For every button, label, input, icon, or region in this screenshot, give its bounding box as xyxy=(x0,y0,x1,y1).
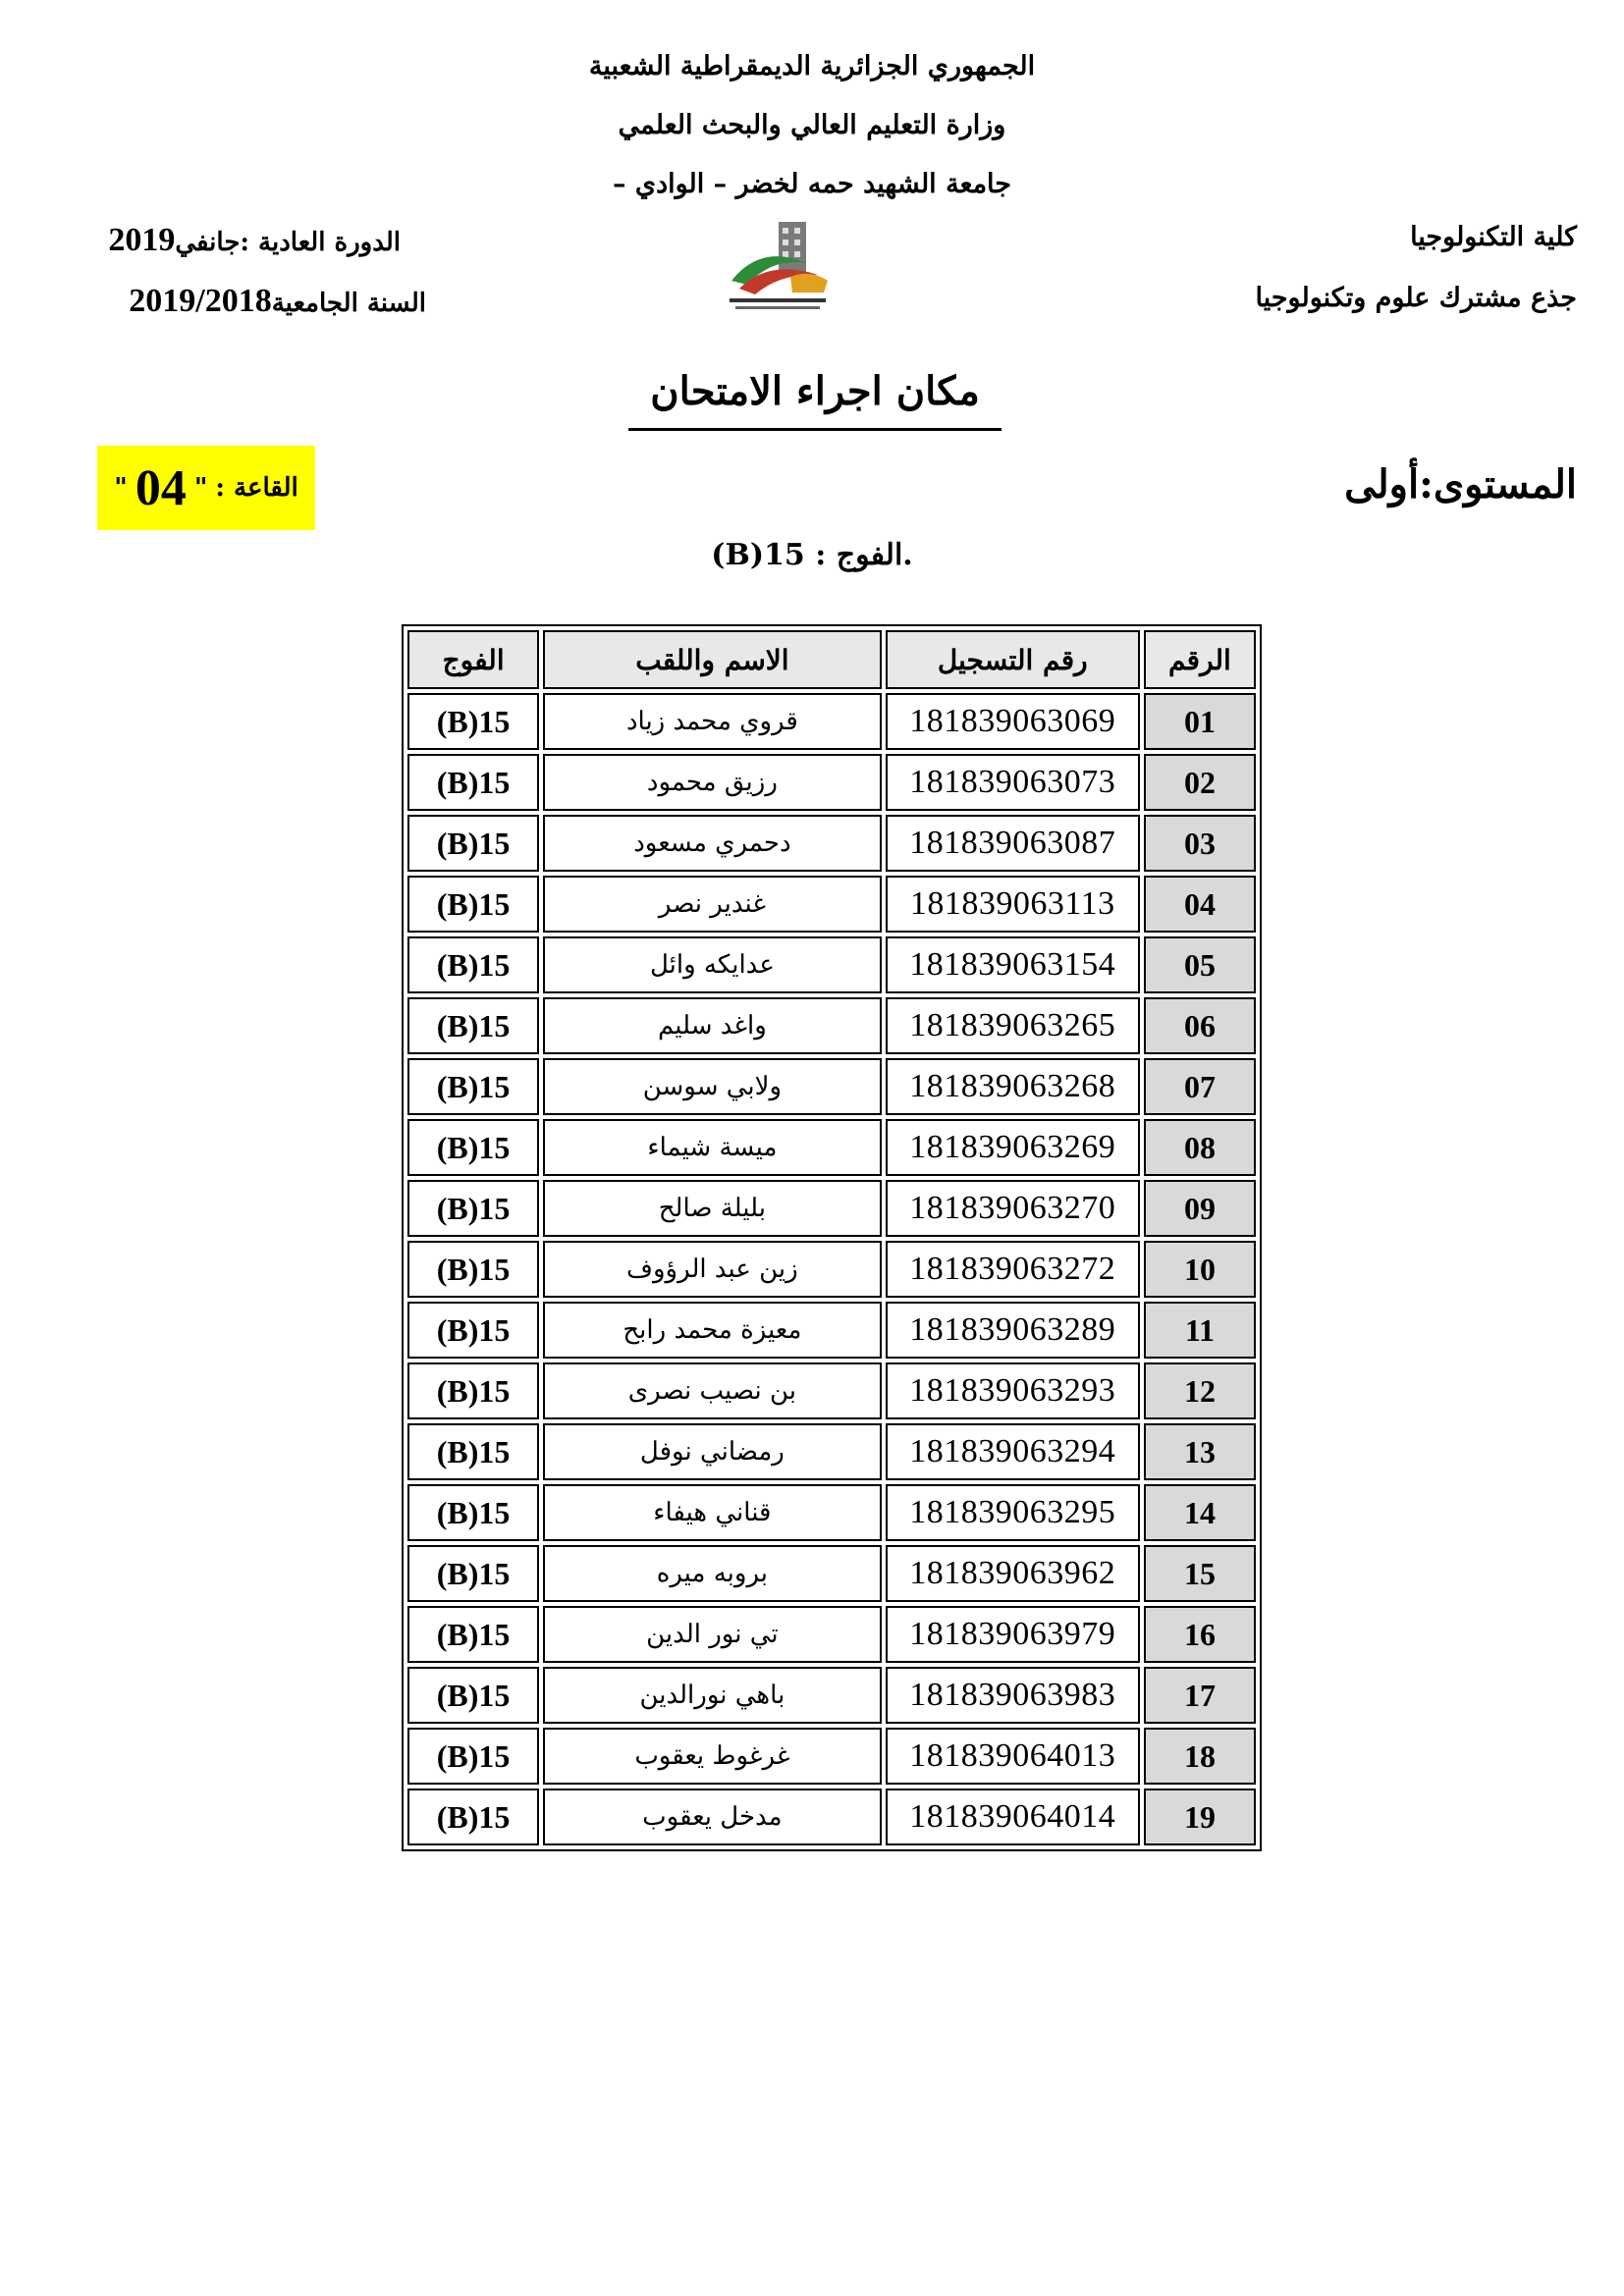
table-row xyxy=(407,1789,1256,1845)
col-header-group: الفوج xyxy=(407,630,539,689)
row-group: 15(B) xyxy=(407,693,539,750)
row-num: 05 xyxy=(1144,936,1256,993)
row-num: 14 xyxy=(1144,1484,1256,1541)
row-num: 18 xyxy=(1144,1728,1256,1785)
row-reg: 181839063113 xyxy=(886,876,1140,933)
table-row xyxy=(407,754,1256,811)
hall-close-quote: " xyxy=(114,473,128,503)
academic-year-value: 2019/2018 xyxy=(129,283,272,319)
row-reg: 181839063073 xyxy=(886,754,1140,811)
row-group: 15(B) xyxy=(407,936,539,993)
table-row xyxy=(407,936,1256,993)
row-group: 15(B) xyxy=(407,1545,539,1602)
academic-year-label: السنة الجامعية xyxy=(271,289,426,318)
header-ministry: وزارة التعليم العالي والبحث العلمي xyxy=(618,110,1006,140)
row-reg: 181839064013 xyxy=(886,1728,1140,1785)
row-num: 13 xyxy=(1144,1423,1256,1480)
table-row xyxy=(407,1667,1256,1724)
row-num: 11 xyxy=(1144,1302,1256,1359)
table-row xyxy=(407,1423,1256,1480)
row-name: باهي نورالدين xyxy=(543,1667,881,1724)
row-reg: 181839063087 xyxy=(886,815,1140,872)
exam-session-label: الدورة العادية :جانفي xyxy=(175,228,401,257)
row-reg: 181839063293 xyxy=(886,1362,1140,1419)
row-group: 15(B) xyxy=(407,997,539,1054)
row-num: 10 xyxy=(1144,1241,1256,1298)
row-name: قناني هيفاء xyxy=(543,1484,881,1541)
table-row xyxy=(407,997,1256,1054)
table-row xyxy=(407,1180,1256,1237)
row-name: ولابي سوسن xyxy=(543,1058,881,1115)
track-name: جذع مشترك علوم وتكنولوجيا xyxy=(1255,283,1577,313)
row-reg: 181839063265 xyxy=(886,997,1140,1054)
row-name: ميسة شيماء xyxy=(543,1119,881,1176)
row-group: 15(B) xyxy=(407,1058,539,1115)
row-group: 15(B) xyxy=(407,1362,539,1419)
row-group: 15(B) xyxy=(407,754,539,811)
row-name: تي نور الدين xyxy=(543,1606,881,1663)
table-row xyxy=(407,1241,1256,1298)
table-row xyxy=(407,1728,1256,1785)
row-reg: 181839063979 xyxy=(886,1606,1140,1663)
row-group: 15(B) xyxy=(407,1728,539,1785)
row-name: بروبه ميره xyxy=(543,1545,881,1602)
row-reg: 181839063289 xyxy=(886,1302,1140,1359)
row-reg: 181839064014 xyxy=(886,1789,1140,1845)
row-name: مدخل يعقوب xyxy=(543,1789,881,1845)
table-row xyxy=(407,1302,1256,1359)
row-reg: 181839063269 xyxy=(886,1119,1140,1176)
table-row xyxy=(407,1545,1256,1602)
col-header-num: الرقم xyxy=(1144,630,1256,689)
table-row xyxy=(407,1119,1256,1176)
row-group: 15(B) xyxy=(407,1667,539,1724)
row-num: 17 xyxy=(1144,1667,1256,1724)
row-reg: 181839063069 xyxy=(886,693,1140,750)
header-university: جامعة الشهيد حمه لخضر – الوادي – xyxy=(613,169,1011,199)
table-row xyxy=(407,1362,1256,1419)
col-header-reg: رقم التسجيل xyxy=(886,630,1140,689)
hall-label: القاعة : xyxy=(215,473,298,503)
table-header-row xyxy=(407,630,1256,689)
row-group: 15(B) xyxy=(407,1606,539,1663)
row-name: غرغوط يعقوب xyxy=(543,1728,881,1785)
row-num: 03 xyxy=(1144,815,1256,872)
row-reg: 181839063268 xyxy=(886,1058,1140,1115)
table-row xyxy=(407,1606,1256,1663)
row-name: قروي محمد زياد xyxy=(543,693,881,750)
row-num: 04 xyxy=(1144,876,1256,933)
faculty-name: كلية التكنولوجيا xyxy=(1410,222,1577,252)
header-republic: الجمهوري الجزائرية الديمقراطية الشعبية xyxy=(588,51,1036,81)
hall-number: 04 xyxy=(135,459,187,516)
row-group: 15(B) xyxy=(407,1119,539,1176)
col-header-name: الاسم واللقب xyxy=(543,630,881,689)
row-group: 15(B) xyxy=(407,1241,539,1298)
row-num: 06 xyxy=(1144,997,1256,1054)
row-num: 19 xyxy=(1144,1789,1256,1845)
row-num: 08 xyxy=(1144,1119,1256,1176)
table-row xyxy=(407,1484,1256,1541)
row-reg: 181839063272 xyxy=(886,1241,1140,1298)
row-num: 15 xyxy=(1144,1545,1256,1602)
table-row xyxy=(407,693,1256,750)
row-name: واغد سليم xyxy=(543,997,881,1054)
row-group: 15(B) xyxy=(407,1484,539,1541)
exam-hall-badge xyxy=(97,446,315,530)
row-name: بن نصيب نصرى xyxy=(543,1362,881,1419)
row-name: عدايكه وائل xyxy=(543,936,881,993)
row-name: بليلة صالح xyxy=(543,1180,881,1237)
row-name: رمضاني نوفل xyxy=(543,1423,881,1480)
table-row xyxy=(407,876,1256,933)
hall-open-quote: " xyxy=(193,473,208,503)
row-num: 02 xyxy=(1144,754,1256,811)
row-group: 15(B) xyxy=(407,876,539,933)
row-reg: 181839063270 xyxy=(886,1180,1140,1237)
row-group: 15(B) xyxy=(407,1302,539,1359)
row-name: رزيق محمود xyxy=(543,754,881,811)
row-group: 15(B) xyxy=(407,1789,539,1845)
row-group: 15(B) xyxy=(407,1180,539,1237)
row-reg: 181839063154 xyxy=(886,936,1140,993)
row-reg: 181839063295 xyxy=(886,1484,1140,1541)
row-name: غندير نصر xyxy=(543,876,881,933)
row-name: زين عبد الرؤوف xyxy=(543,1241,881,1298)
row-name: دحمري مسعود xyxy=(543,815,881,872)
table-row xyxy=(407,1058,1256,1115)
exam-session xyxy=(108,222,401,259)
row-reg: 181839063962 xyxy=(886,1545,1140,1602)
study-level: المستوى:أولى xyxy=(1344,461,1577,507)
row-num: 07 xyxy=(1144,1058,1256,1115)
group-label: .الفوج : 15(B) xyxy=(711,538,913,572)
university-logo-icon xyxy=(722,216,835,314)
row-group: 15(B) xyxy=(407,815,539,872)
row-group: 15(B) xyxy=(407,1423,539,1480)
row-num: 12 xyxy=(1144,1362,1256,1419)
row-reg: 181839063294 xyxy=(886,1423,1140,1480)
students-table xyxy=(402,624,1262,1851)
table-row xyxy=(407,815,1256,872)
row-num: 09 xyxy=(1144,1180,1256,1237)
exam-session-year: 2019 xyxy=(108,222,176,258)
row-num: 16 xyxy=(1144,1606,1256,1663)
academic-year xyxy=(102,283,426,320)
page-title: مكان اجراء الامتحان xyxy=(628,368,1001,431)
row-name: معيزة محمد رابح xyxy=(543,1302,881,1359)
row-num: 01 xyxy=(1144,693,1256,750)
row-reg: 181839063983 xyxy=(886,1667,1140,1724)
